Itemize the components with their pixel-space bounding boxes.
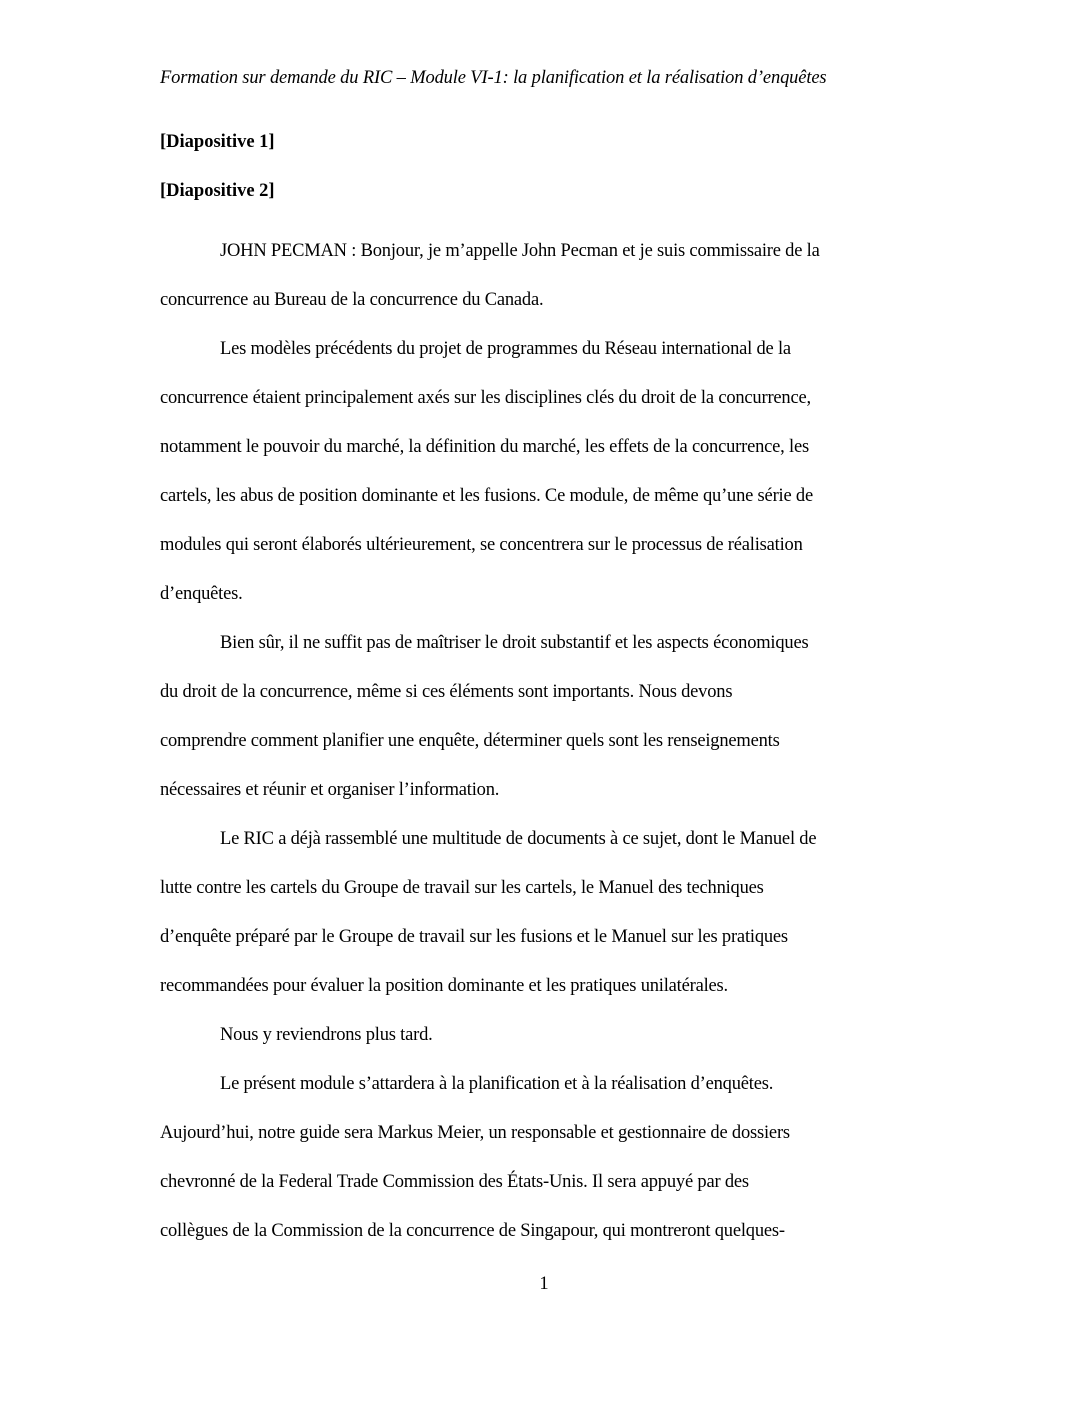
paragraph-line: du droit de la concurrence, même si ces éléments sont importants. Nous devons: [160, 682, 733, 702]
paragraph-line: Les modèles précédents du projet de programmes du Réseau international de la: [220, 339, 791, 359]
paragraph-line: d’enquêtes.: [160, 584, 243, 604]
paragraph-line: recommandées pour évaluer la position dominante et les pratiques unilatérales.: [160, 976, 728, 996]
slide-marker-2: [Diapositive 2]: [160, 181, 275, 201]
paragraph-line: Nous y reviendrons plus tard.: [220, 1025, 433, 1045]
paragraph-line: d’enquête préparé par le Groupe de travail sur les fusions et le Manuel sur les pratiques: [160, 927, 788, 947]
paragraph-line: JOHN PECMAN : Bonjour, je m’appelle John Pecman et je suis commissaire de la: [220, 241, 820, 261]
paragraph-line: concurrence étaient principalement axés sur les disciplines clés du droit de la concurrence,: [160, 388, 811, 408]
running-header: Formation sur demande du RIC – Module VI-1: la planification et la réalisation d’enquêtes: [160, 68, 827, 88]
paragraph-line: chevronné de la Federal Trade Commission des États-Unis. Il sera appuyé par des: [160, 1172, 749, 1192]
page-number: 1: [539, 1274, 549, 1294]
paragraph-line: Bien sûr, il ne suffit pas de maîtriser le droit substantif et les aspects économiques: [220, 633, 809, 653]
slide-marker-1: [Diapositive 1]: [160, 132, 275, 152]
paragraph-line: nécessaires et réunir et organiser l’information.: [160, 780, 500, 800]
paragraph-line: Le RIC a déjà rassemblé une multitude de documents à ce sujet, dont le Manuel de: [220, 829, 817, 849]
paragraph-line: modules qui seront élaborés ultérieurement, se concentrera sur le processus de réalisation: [160, 535, 803, 555]
paragraph-line: collègues de la Commission de la concurrence de Singapour, qui montreront quelques-: [160, 1221, 785, 1241]
transcript-body: [160, 227, 940, 1256]
paragraph-line: concurrence au Bureau de la concurrence du Canada.: [160, 290, 544, 310]
paragraph-line: Le présent module s’attardera à la planification et à la réalisation d’enquêtes.: [220, 1074, 774, 1094]
paragraph-line: Aujourd’hui, notre guide sera Markus Meier, un responsable et gestionnaire de dossiers: [160, 1123, 790, 1143]
paragraph-line: comprendre comment planifier une enquête, déterminer quels sont les renseignements: [160, 731, 780, 751]
paragraph-line: lutte contre les cartels du Groupe de travail sur les cartels, le Manuel des techniques: [160, 878, 764, 898]
paragraph-line: notamment le pouvoir du marché, la définition du marché, les effets de la concurrence, les: [160, 437, 809, 457]
paragraph-line: cartels, les abus de position dominante et les fusions. Ce module, de même qu’une série de: [160, 486, 813, 506]
